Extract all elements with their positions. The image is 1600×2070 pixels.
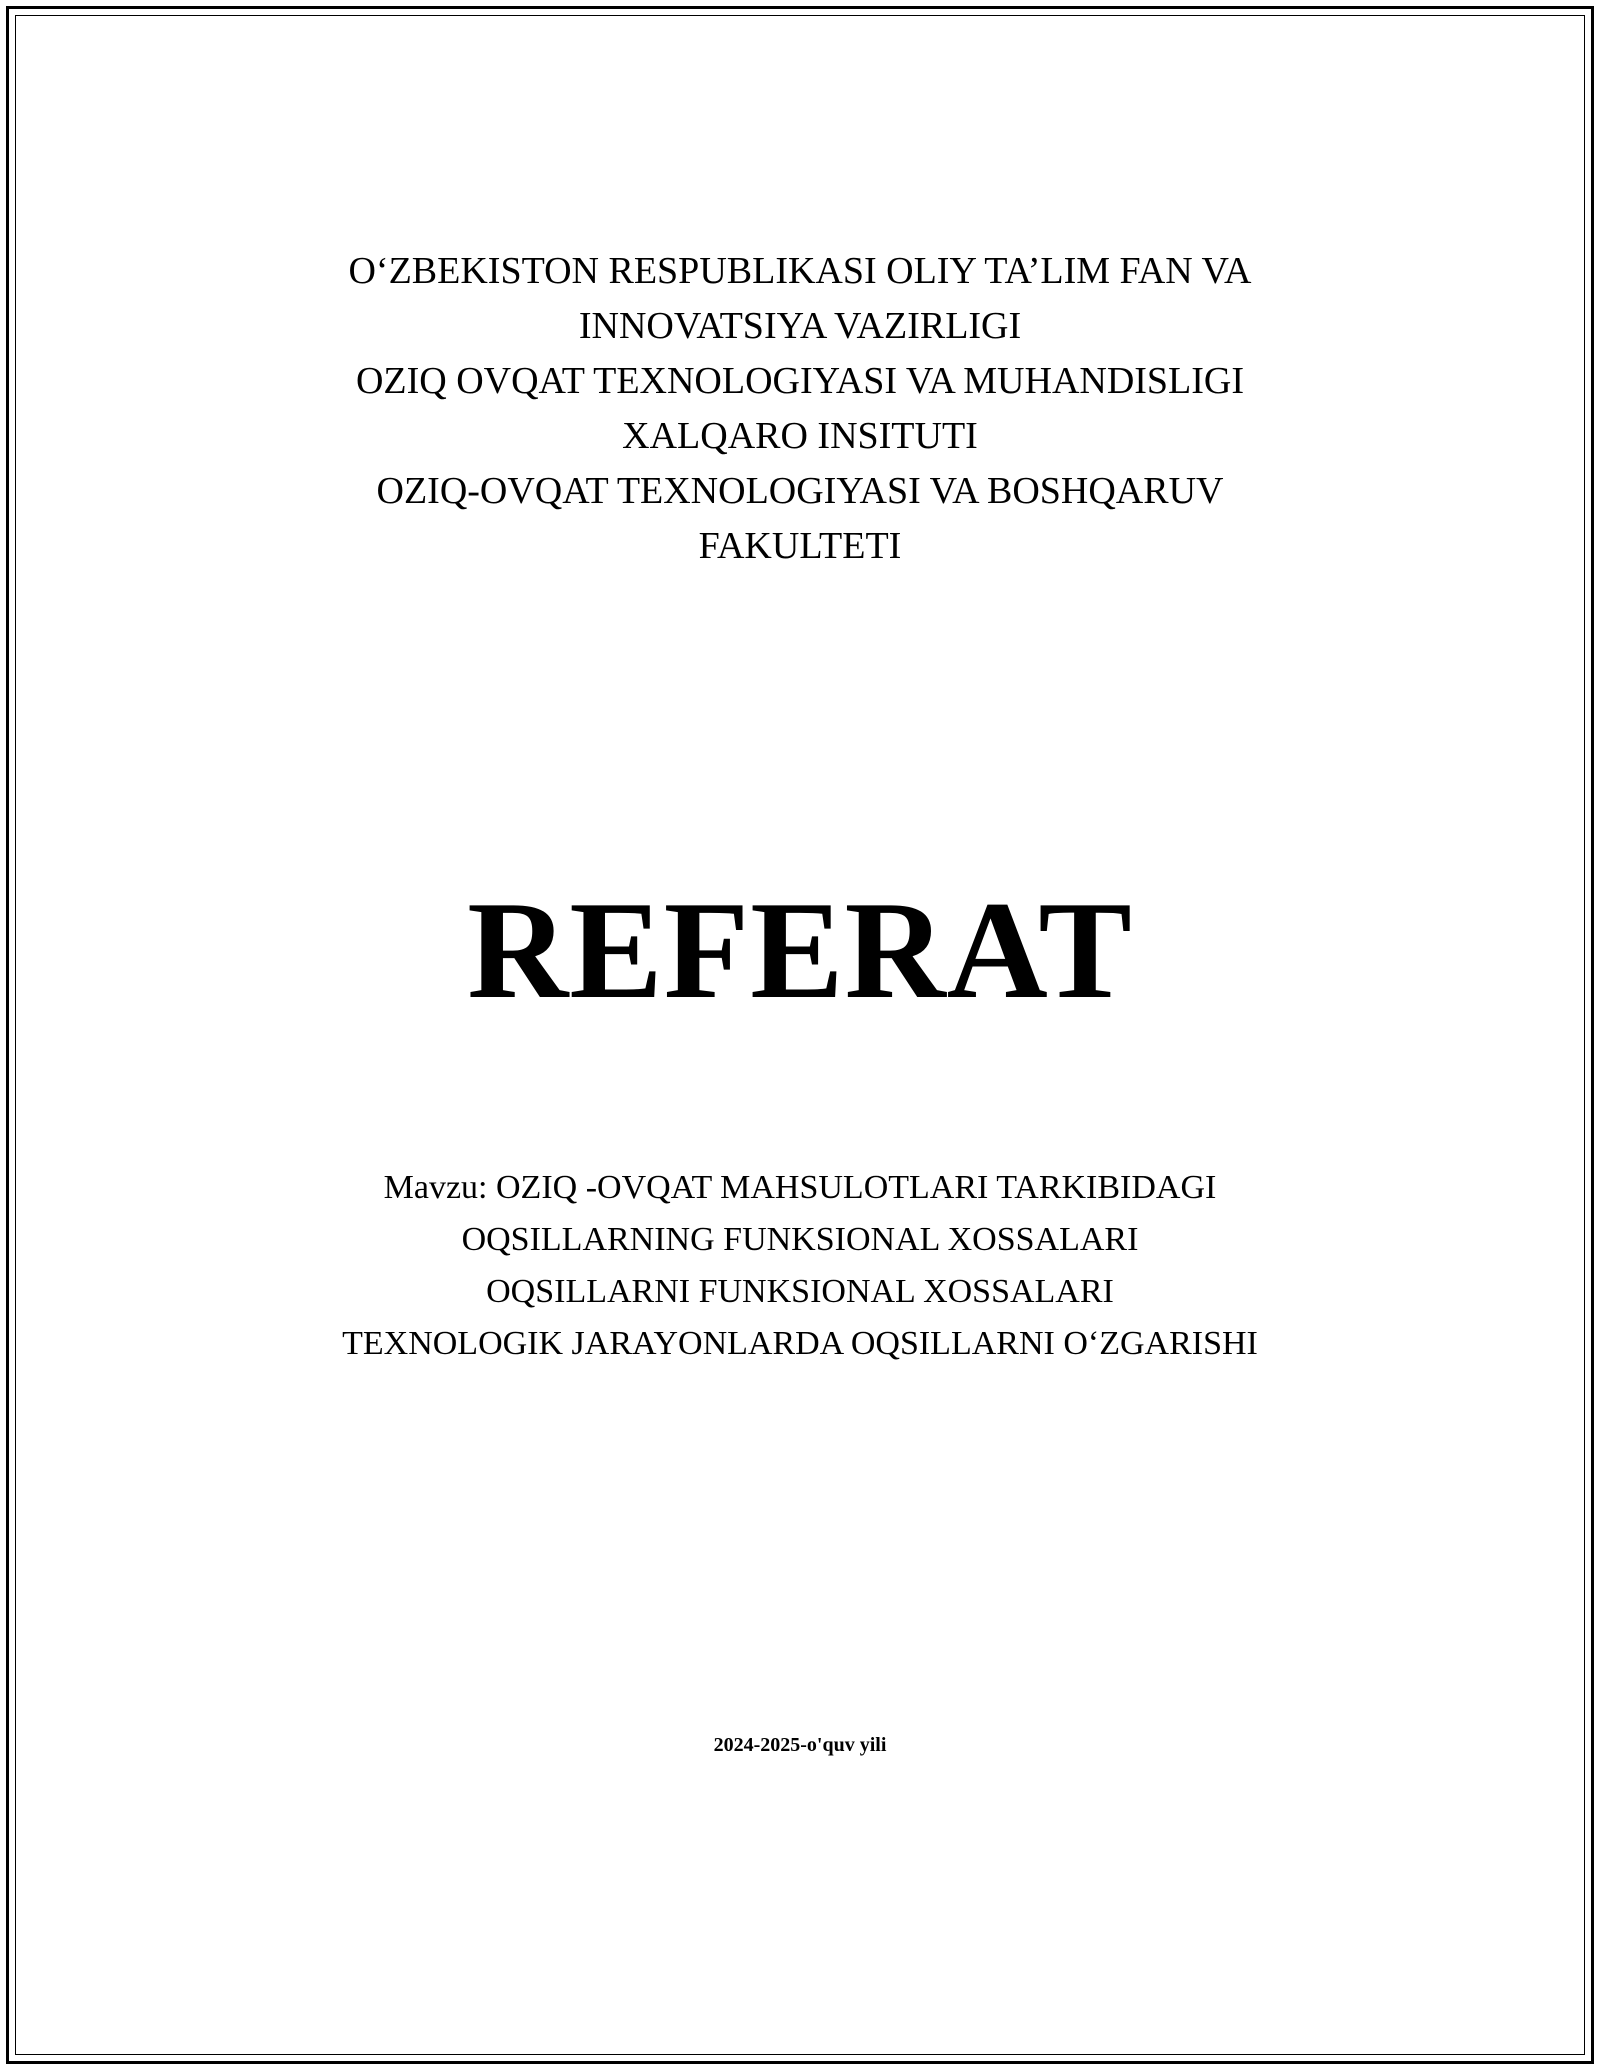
academic-year: 2024-2025-o'quv yili [713,1734,887,1756]
header-line-institute-1: OZIQ OVQAT TEXNOLOGIYASI VA MUHANDISLIGI [355,360,1245,402]
header-line-ministry-1: O‘ZBEKISTON RESPUBLIKASI OLIY TA’LIM FAN VA [348,250,1252,292]
topic-line-1: Mavzu: OZIQ -OVQAT MAHSULOTLARI TARKIBIDAGI [383,1169,1217,1206]
topic-block [0,1162,1600,1370]
header-line-institute-2: XALQARO INSITUTI [622,415,978,457]
header-line-ministry-2: INNOVATSIYA VAZIRLIGI [578,305,1022,347]
document-title: REFERAT [467,873,1133,1028]
topic-line-4: TEXNOLOGIK JARAYONLARDA OQSILLARNI O‘ZGARISHI [342,1325,1258,1362]
header-line-faculty-2: FAKULTETI [698,525,902,567]
institution-header [0,244,1600,574]
header-line-faculty-1: OZIQ-OVQAT TEXNOLOGIYASI VA BOSHQARUV [376,470,1224,512]
topic-line-2: OQSILLARNING FUNKSIONAL XOSSALARI [461,1221,1139,1258]
topic-line-3: OQSILLARNI FUNKSIONAL XOSSALARI [486,1273,1114,1310]
